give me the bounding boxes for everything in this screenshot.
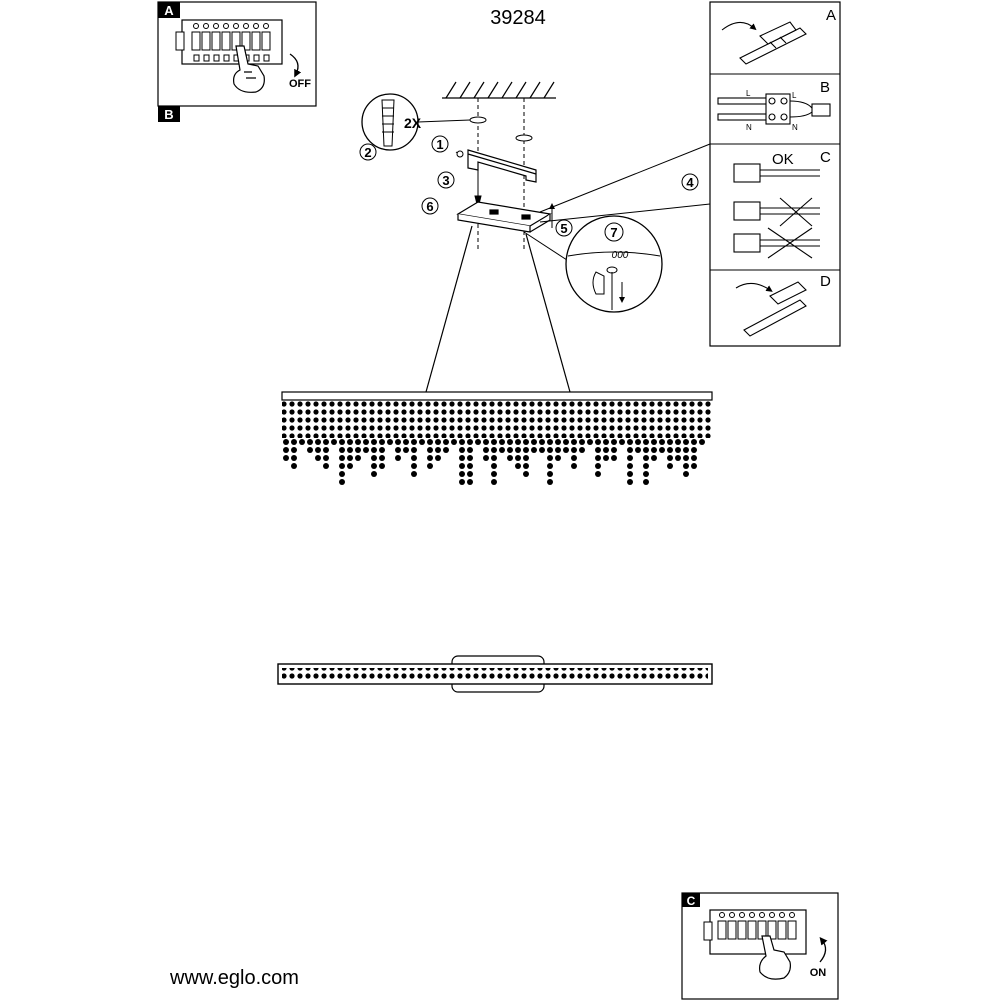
crystal-bead — [571, 447, 577, 453]
crystal-bead — [611, 439, 617, 445]
crystal-bead — [427, 455, 433, 461]
crystal-bead — [515, 463, 521, 469]
crystal-bead — [491, 479, 497, 485]
crystal-bead — [547, 439, 553, 445]
crystal-bead — [547, 463, 553, 469]
crystal-bead — [659, 439, 665, 445]
crystal-bead — [347, 463, 353, 469]
switch-off-label: OFF — [289, 78, 311, 90]
crystal-bead — [483, 455, 489, 461]
website-url: www.eglo.com — [170, 967, 299, 989]
step-2 — [360, 144, 376, 160]
svg-text:2: 2 — [364, 145, 372, 160]
crystal-bead — [403, 439, 409, 445]
crystal-bead — [315, 439, 321, 445]
step-1 — [432, 136, 448, 152]
step-6 — [422, 198, 438, 214]
crystal-bead — [387, 439, 393, 445]
crystal-bead — [675, 439, 681, 445]
crystal-bead — [339, 479, 345, 485]
crystal-bead — [619, 439, 625, 445]
crystal-bead — [675, 447, 681, 453]
crystal-bead — [491, 463, 497, 469]
svg-text:5: 5 — [560, 221, 568, 236]
crystal-bead — [627, 479, 633, 485]
crystal-bead — [443, 439, 449, 445]
crystal-bead — [627, 455, 633, 461]
crystal-bead — [595, 471, 601, 477]
detail-label-c: C — [820, 149, 831, 166]
crystal-bead — [459, 439, 465, 445]
crystal-bead — [595, 463, 601, 469]
svg-text:4: 4 — [686, 175, 694, 190]
crystal-bead — [491, 447, 497, 453]
crystal-bead — [443, 447, 449, 453]
detail-label-a: A — [826, 7, 837, 24]
switch-on-label: ON — [809, 967, 827, 979]
adjust-marker: 000 — [611, 250, 629, 261]
crystal-bead — [283, 447, 289, 453]
crystal-bead — [339, 455, 345, 461]
crystal-bead — [307, 447, 313, 453]
crystal-bead — [411, 439, 417, 445]
crystal-bead — [331, 439, 337, 445]
crystal-bead — [571, 455, 577, 461]
svg-text:6: 6 — [426, 199, 434, 214]
crystal-bead — [611, 455, 617, 461]
crystal-bead — [523, 463, 529, 469]
crystal-bead — [459, 463, 465, 469]
crystal-bead — [683, 439, 689, 445]
crystal-bead — [403, 447, 409, 453]
crystal-bead — [507, 447, 513, 453]
crystal-bead — [547, 447, 553, 453]
neutral-label-left: N — [746, 123, 752, 132]
crystal-bead — [651, 455, 657, 461]
panel-label-c: C — [686, 894, 696, 908]
crystal-bead — [643, 439, 649, 445]
crystal-bead — [675, 455, 681, 461]
crystal-bead — [467, 479, 473, 485]
crystal-bead — [635, 447, 641, 453]
crystal-bead — [579, 439, 585, 445]
crystal-bead — [323, 463, 329, 469]
crystal-bead — [411, 471, 417, 477]
cable-adjust-detail — [524, 216, 662, 312]
crystal-bead — [363, 439, 369, 445]
crystal-bead — [539, 439, 545, 445]
crystal-bead — [355, 455, 361, 461]
fixture-front-view — [282, 392, 712, 485]
crystal-bead — [595, 439, 601, 445]
detail-label-d: D — [820, 273, 831, 290]
crystal-bead — [523, 471, 529, 477]
detail-panels — [710, 2, 840, 346]
crystal-bead — [667, 447, 673, 453]
crystal-bead — [355, 439, 361, 445]
crystal-bead — [523, 455, 529, 461]
crystal-bead — [435, 439, 441, 445]
crystal-bead — [515, 447, 521, 453]
crystal-bead — [691, 463, 697, 469]
crystal-bead — [291, 463, 297, 469]
crystal-bead — [515, 455, 521, 461]
crystal-bead — [347, 439, 353, 445]
crystal-bead — [371, 463, 377, 469]
crystal-bead — [315, 447, 321, 453]
crystal-bead — [643, 455, 649, 461]
fuse-panel-off — [158, 2, 316, 122]
crystal-bead — [523, 447, 529, 453]
fixture-bottom-view — [278, 656, 712, 692]
crystal-bead — [467, 455, 473, 461]
crystal-bead — [363, 447, 369, 453]
crystal-bead — [459, 455, 465, 461]
crystal-bead — [339, 463, 345, 469]
crystal-bead — [467, 447, 473, 453]
crystal-bead — [379, 447, 385, 453]
crystal-bead — [427, 447, 433, 453]
crystal-bead — [347, 447, 353, 453]
crystal-bead — [531, 447, 537, 453]
step-3 — [438, 172, 454, 188]
live-label-left: L — [746, 89, 751, 98]
crystal-bead — [643, 447, 649, 453]
crystal-bead — [683, 471, 689, 477]
ok-label: OK — [772, 151, 794, 168]
crystal-bead — [315, 455, 321, 461]
crystal-bead — [683, 463, 689, 469]
crystal-bead — [627, 471, 633, 477]
crystal-bead — [563, 447, 569, 453]
crystal-bead — [307, 439, 313, 445]
crystal-bead — [499, 447, 505, 453]
crystal-bead — [475, 439, 481, 445]
crystal-bead — [603, 439, 609, 445]
crystal-bead — [603, 447, 609, 453]
bead-strands — [283, 439, 705, 485]
step-7 — [605, 223, 623, 241]
crystal-bead — [659, 447, 665, 453]
crystal-bead — [515, 439, 521, 445]
svg-text:7: 7 — [610, 225, 618, 240]
crystal-bead — [555, 439, 561, 445]
crystal-bead — [595, 447, 601, 453]
crystal-bead — [483, 447, 489, 453]
crystal-bead — [691, 439, 697, 445]
crystal-bead — [667, 455, 673, 461]
crystal-bead — [395, 439, 401, 445]
svg-text:1: 1 — [436, 137, 444, 152]
crystal-bead — [491, 439, 497, 445]
crystal-bead — [467, 471, 473, 477]
crystal-bead — [571, 463, 577, 469]
crystal-bead — [507, 439, 513, 445]
crystal-bead — [411, 463, 417, 469]
crystal-bead — [579, 447, 585, 453]
crystal-bead — [339, 439, 345, 445]
crystal-bead — [299, 439, 305, 445]
crystal-bead — [283, 439, 289, 445]
crystal-bead — [547, 471, 553, 477]
wall-plug-icon — [362, 94, 470, 150]
crystal-bead — [491, 471, 497, 477]
crystal-bead — [395, 455, 401, 461]
crystal-bead — [547, 479, 553, 485]
crystal-bead — [467, 439, 473, 445]
crystal-bead — [563, 439, 569, 445]
crystal-bead — [499, 439, 505, 445]
crystal-bead — [595, 455, 601, 461]
crystal-bead — [627, 447, 633, 453]
crystal-bead — [691, 447, 697, 453]
panel-label-a: A — [164, 3, 174, 18]
crystal-bead — [451, 439, 457, 445]
crystal-bead — [555, 447, 561, 453]
crystal-bead — [459, 471, 465, 477]
crystal-bead — [627, 463, 633, 469]
crystal-bead — [651, 447, 657, 453]
crystal-bead — [379, 455, 385, 461]
ceiling — [442, 82, 556, 98]
crystal-bead — [547, 455, 553, 461]
crystal-bead — [459, 447, 465, 453]
crystal-bead — [291, 455, 297, 461]
crystal-bead — [347, 455, 353, 461]
crystal-bead — [587, 439, 593, 445]
crystal-bead — [379, 463, 385, 469]
crystal-bead — [571, 439, 577, 445]
crystal-bead — [635, 439, 641, 445]
crystal-bead — [291, 447, 297, 453]
crystal-bead — [603, 455, 609, 461]
detail-label-b: B — [820, 79, 831, 96]
crystal-bead — [491, 455, 497, 461]
crystal-bead — [411, 447, 417, 453]
crystal-bead — [323, 439, 329, 445]
crystal-bead — [667, 463, 673, 469]
crystal-bead — [483, 439, 489, 445]
crystal-bead — [435, 455, 441, 461]
crystal-bead — [683, 455, 689, 461]
crystal-bead — [371, 471, 377, 477]
crystal-bead — [643, 479, 649, 485]
crystal-bead — [507, 455, 513, 461]
crystal-bead — [467, 463, 473, 469]
crystal-bead — [339, 471, 345, 477]
crystal-bead — [323, 447, 329, 453]
crystal-bead — [435, 447, 441, 453]
model-number: 39284 — [490, 7, 546, 29]
crystal-bead — [379, 439, 385, 445]
crystal-bead — [643, 463, 649, 469]
fuse-panel-on — [682, 893, 838, 999]
crystal-bead — [459, 479, 465, 485]
crystal-bead — [699, 439, 705, 445]
crystal-bead — [667, 439, 673, 445]
crystal-bead — [627, 439, 633, 445]
crystal-bead — [371, 447, 377, 453]
anchor-count: 2X — [404, 115, 422, 131]
crystal-bead — [539, 447, 545, 453]
crystal-bead — [371, 439, 377, 445]
crystal-bead — [611, 447, 617, 453]
crystal-bead — [683, 447, 689, 453]
crystal-bead — [419, 439, 425, 445]
crystal-bead — [291, 439, 297, 445]
svg-text:3: 3 — [442, 173, 450, 188]
crystal-bead — [651, 439, 657, 445]
crystal-bead — [283, 455, 289, 461]
crystal-bead — [411, 455, 417, 461]
step-4 — [682, 174, 698, 190]
crystal-bead — [427, 439, 433, 445]
neutral-label-right: N — [792, 123, 798, 132]
crystal-bead — [395, 447, 401, 453]
crystal-bead — [355, 447, 361, 453]
step-5 — [556, 220, 572, 236]
crystal-bead — [555, 455, 561, 461]
crystal-bead — [371, 455, 377, 461]
crystal-bead — [531, 439, 537, 445]
live-label-right: L — [792, 91, 797, 100]
crystal-bead — [339, 447, 345, 453]
crystal-bead — [323, 455, 329, 461]
crystal-bead — [523, 439, 529, 445]
panel-label-b: B — [164, 107, 174, 122]
crystal-bead — [643, 471, 649, 477]
crystal-bead — [427, 463, 433, 469]
crystal-bead — [691, 455, 697, 461]
